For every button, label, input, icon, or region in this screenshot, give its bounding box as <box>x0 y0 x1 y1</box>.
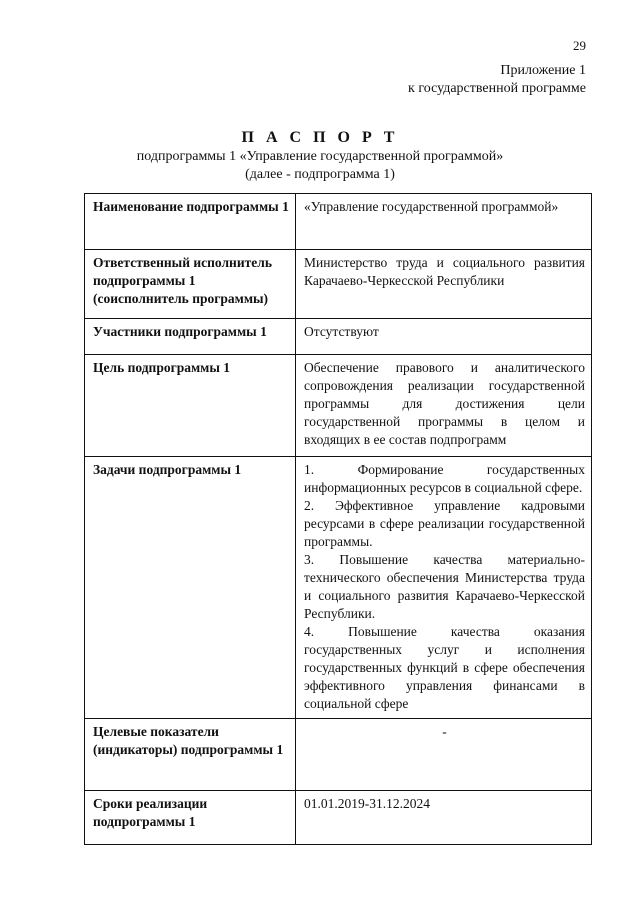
subtitle-line-1: подпрограммы 1 «Управление государственной программой» <box>136 149 504 164</box>
row-value-responsible: Министерство труда и социального развития Карачаево-Черкесской Республики <box>296 250 592 319</box>
appendix-line-1: Приложение 1 <box>500 63 586 78</box>
row-value-period: 01.01.2019-31.12.2024 <box>296 791 592 845</box>
task-item-2: 2. Эффективное управление кадровыми ресурсами в сфере реализации государственной программы. <box>304 498 585 549</box>
task-item-4: 4. Повышение качества оказания государственных услуг и исполнения государственных функций в сфере обеспечения эффективного управления финансами в социальной сфере <box>304 624 585 711</box>
table-row <box>85 194 592 250</box>
table-row <box>85 719 592 791</box>
task-item-3: 3. Повышение качества материально-технического обеспечения Министерства труда и социального развития Карачаево-Черкесской Республики. <box>304 552 585 621</box>
passport-table <box>84 193 592 845</box>
passport-heading: П А С П О Р Т <box>241 129 399 146</box>
table-row <box>85 319 592 355</box>
table-row <box>85 250 592 319</box>
table-row <box>85 355 592 457</box>
row-value-goal: Обеспечение правового и аналитического сопровождения реализации государственной программы для достижения цели государственной программы в целом и входящих в ее состав подпрограмм <box>296 355 592 457</box>
appendix-note <box>408 62 586 98</box>
table-row <box>85 791 592 845</box>
task-item-1: 1. Формирование государственных информационных ресурсов в социальной сфере. <box>304 462 585 495</box>
row-value-indicators: - <box>296 719 592 791</box>
document-title-block <box>0 128 640 184</box>
page-number: 29 <box>573 38 586 53</box>
table-row <box>85 457 592 719</box>
row-value-name: «Управление государственной программой» <box>296 194 592 250</box>
row-label-name: Наименование подпрограммы 1 <box>85 194 296 250</box>
appendix-line-2: к государственной программе <box>408 81 586 96</box>
subtitle-line-2: (далее - подпрограмма 1) <box>245 167 395 182</box>
row-label-goal: Цель подпрограммы 1 <box>85 355 296 457</box>
row-label-responsible: Ответственный исполнитель подпрограммы 1 (соисполнитель программы) <box>85 250 296 319</box>
row-label-participants: Участники подпрограммы 1 <box>85 319 296 355</box>
row-label-period: Сроки реализации подпрограммы 1 <box>85 791 296 845</box>
row-value-participants: Отсутствуют <box>296 319 592 355</box>
row-value-tasks <box>296 457 592 719</box>
row-label-tasks: Задачи подпрограммы 1 <box>85 457 296 719</box>
row-label-indicators: Целевые показатели (индикаторы) подпрограммы 1 <box>85 719 296 791</box>
